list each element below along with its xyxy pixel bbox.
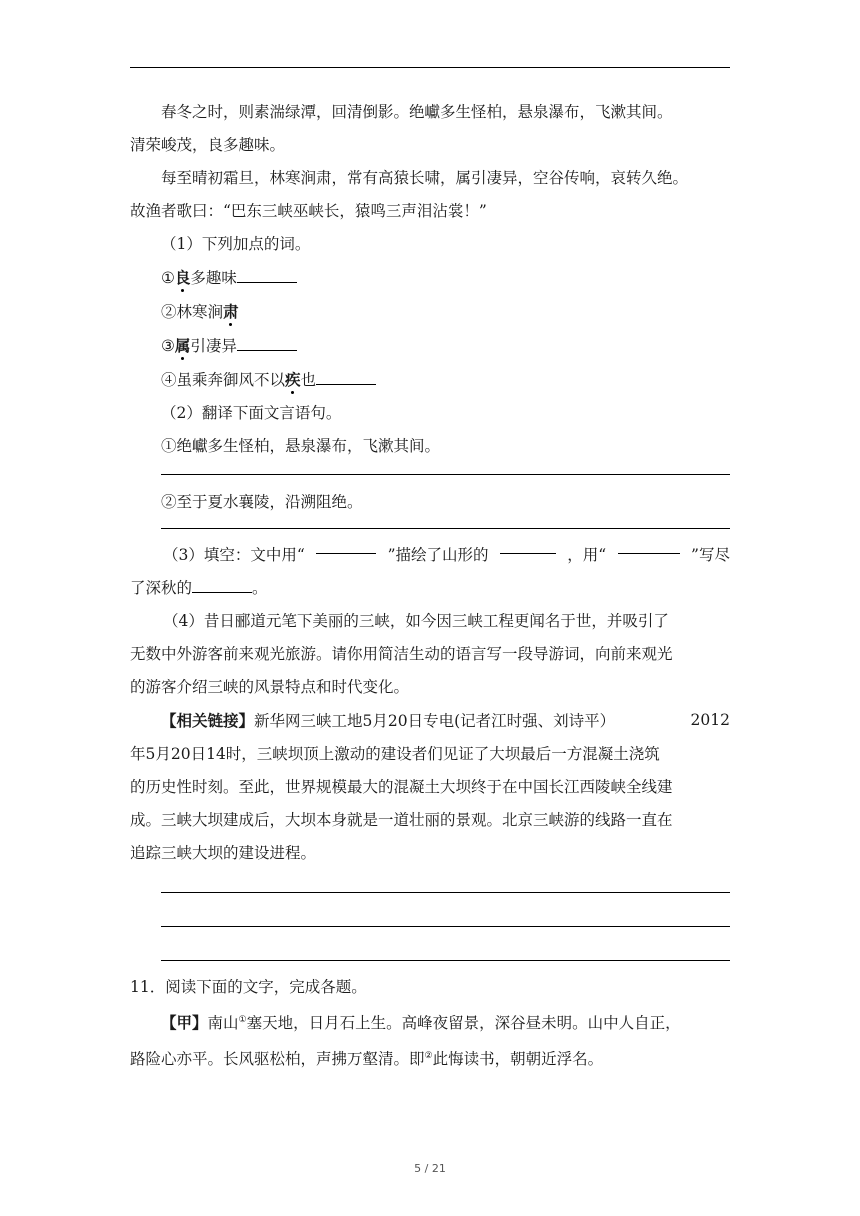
related-link-line: 成。三峡大坝建成后，大坝本身就是一道壮丽的景观。北京三峡游的线路一直在 <box>130 811 673 829</box>
related-link-line: 年5月20日14时，三峡坝顶上激动的建设者们见证了大坝最后一方混凝土浇筑 <box>130 745 660 763</box>
answer-blank[interactable] <box>618 539 680 554</box>
answer-blank[interactable] <box>237 268 297 283</box>
footnote-mark: ② <box>424 1051 433 1062</box>
question-2-item-2: ②至于夏水襄陵，沿溯阻绝。 <box>161 493 363 511</box>
question-1-item-2 <box>130 295 730 329</box>
passage-line: 故渔者歌曰：“巴东三峡巫峡长，猿鸣三声泪沾裳！” <box>130 202 487 220</box>
question-1-item-4 <box>130 363 730 397</box>
item-text: ④虽乘奔御风不以 <box>161 371 286 389</box>
answer-blank[interactable] <box>316 539 376 554</box>
related-link-label: 【相关链接】 <box>161 711 255 730</box>
item-text: 引凄异 <box>190 337 237 355</box>
dotted-word: 属 <box>174 336 191 355</box>
q3-text: ，用“ <box>567 546 607 564</box>
passage-jia <box>130 1004 730 1040</box>
related-link-line: 追踪三峡大坝的建设进程。 <box>130 844 317 862</box>
q3-text: 了深秋的 <box>130 579 193 597</box>
q3-text: ”描绘了山形的 <box>387 546 489 564</box>
item-text: 多趣味 <box>190 269 237 287</box>
question-3 <box>130 539 730 572</box>
dotted-word: 良 <box>174 268 191 287</box>
question-4-cont: 的游客介绍三峡的风景特点和时代变化。 <box>130 678 410 696</box>
question-1-item-1 <box>130 261 730 295</box>
question-3-cont <box>130 572 730 605</box>
q3-text: （3）填空：文中用“ <box>163 546 305 564</box>
passage-line: 清荣峻茂，良多趣味。 <box>130 136 286 154</box>
document-body <box>130 96 730 1076</box>
jia-text: 南山 <box>207 1014 239 1033</box>
related-link-line: 的历史性时刻。至此，世界规模最大的混凝土大坝终于在中国长江西陵峡全线建 <box>130 778 673 796</box>
passage-jia-cont <box>130 1040 730 1076</box>
header-rule <box>130 67 730 68</box>
related-link-year: 2012 <box>690 711 730 729</box>
passage-line: 每至晴初霜旦，林寒涧肃，常有高猿长啸，属引凄异，空谷传响，哀转久绝。 <box>161 169 689 187</box>
jia-text: 路险心亦平。长风驱松柏，声拂万壑清。即 <box>130 1050 425 1069</box>
question-2-item-1: ①绝巘多生怪柏，悬泉瀑布，飞漱其间。 <box>161 437 441 455</box>
q3-text: 。 <box>252 579 268 597</box>
question-4-cont: 无数中外游客前来观光旅游。请你用简洁生动的语言写一段导游词，向前来观光 <box>130 645 673 663</box>
page-number: 5 / 21 <box>414 1162 446 1175</box>
item-mark: ① <box>161 269 175 287</box>
q3-text: ”写尽 <box>691 546 730 564</box>
item-text: ②林寒涧 <box>161 303 224 321</box>
question-1: （1）下列加点的词。 <box>161 235 311 253</box>
jia-label: 【甲】 <box>161 1013 208 1033</box>
question-1-item-3 <box>130 329 730 363</box>
answer-blank[interactable] <box>500 539 556 554</box>
jia-text: 塞天地，日月石上生。高峰夜留景，深谷昼未明。山中人自正， <box>246 1014 681 1033</box>
answer-blank[interactable] <box>316 370 376 385</box>
answer-blank[interactable] <box>237 336 297 351</box>
question-4: （4）昔日郦道元笔下美丽的三峡，如今因三峡工程更闻名于世，并吸引了 <box>163 612 669 630</box>
answer-blank[interactable] <box>192 578 252 593</box>
related-link-text: 新华网三峡工地5月20日专电(记者江时强、刘诗平） <box>254 712 616 730</box>
related-link <box>130 704 730 738</box>
jia-text: 此悔读书，朝朝近浮名。 <box>432 1050 604 1069</box>
question-11: 11．阅读下面的文字，完成各题。 <box>130 978 367 996</box>
dotted-word: 肃 <box>223 302 239 321</box>
footnote-mark: ① <box>238 1015 247 1025</box>
question-2: （2）翻译下面文言语句。 <box>161 404 342 422</box>
item-text: 也 <box>300 371 317 389</box>
item-mark: ③ <box>161 337 175 355</box>
dotted-word: 疾 <box>285 370 301 389</box>
passage-line: 春冬之时，则素湍绿潭，回清倒影。绝巘多生怪柏，悬泉瀑布，飞漱其间。 <box>161 103 673 121</box>
